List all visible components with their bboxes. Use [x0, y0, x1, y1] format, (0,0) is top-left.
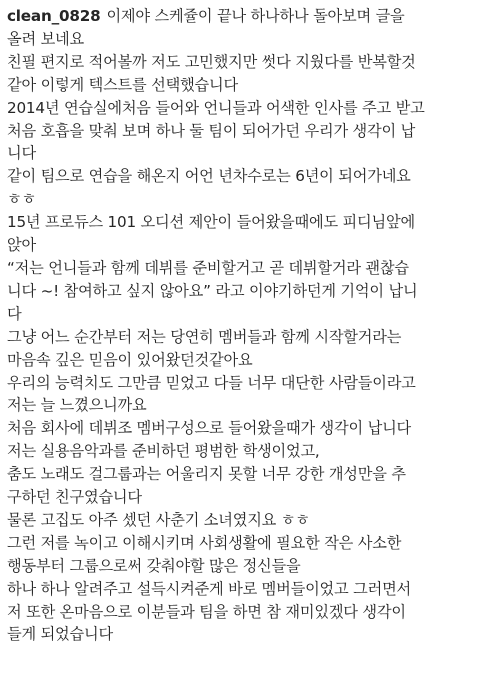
caption-line: 처음 호흡을 맞춰 보며 하나 둘 팀이 되어가던 우리가 생각이 납: [7, 121, 416, 140]
username-link[interactable]: clean_0828: [7, 7, 101, 25]
caption-line: 같아 이렇게 텍스트를 선택했습니다: [7, 75, 238, 94]
caption-line: ㅎㅎ: [7, 190, 36, 209]
caption-line-first: [7, 5, 475, 28]
caption-line: 우리의 능력치도 그만큼 믿었고 다들 너무 대단한 사람들이라고: [7, 373, 416, 392]
caption-line: “저는 언니들과 함께 데뷔를 준비할거고 곧 데뷔할거라 괜찮습: [7, 258, 409, 277]
caption-line: 앉아: [7, 236, 36, 255]
caption-line: 니다 ~! 참여하고 싶지 않아요” 라고 이야기하던게 기억이 납니: [7, 281, 418, 300]
caption-line: 올려 보네요: [7, 29, 84, 48]
caption-line: 다: [7, 304, 22, 323]
caption-line: 구하던 친구였습니다: [7, 488, 142, 507]
post-caption: [7, 5, 475, 646]
caption-line: 15년 프로듀스 101 오디션 제안이 들어왔을때에도 피디님앞에: [7, 213, 415, 232]
caption-line: 2014년 연습실에처음 들어와 언니들과 어색한 인사를 주고 받고: [7, 98, 425, 117]
caption-line: 처음 회사에 데뷔조 멤버구성으로 들어왔을때가 생각이 납니다: [7, 419, 412, 438]
caption-line: 물론 고집도 아주 셌던 사춘기 소녀였지요 ㅎㅎ: [7, 510, 310, 529]
caption-line: 행동부터 그룹으로써 갖춰야할 많은 정신들을: [7, 556, 301, 575]
caption-line: 저는 늘 느꼈으니까요: [7, 396, 147, 415]
caption-line: 춤도 노래도 걸그룹과는 어울리지 못할 너무 강한 개성만을 추: [7, 465, 406, 484]
caption-line: 저는 실용음악과를 준비하던 평범한 학생이었고,: [7, 442, 320, 461]
caption-line: 들게 되었습니다: [7, 625, 113, 644]
caption-line: 그냥 어느 순간부터 저는 당연히 멤버들과 함께 시작할거라는: [7, 327, 402, 346]
caption-line: 니다: [7, 144, 36, 163]
caption-line: 같이 팀으로 연습을 해온지 어언 년차수로는 6년이 되어가네요: [7, 167, 411, 186]
caption-line: 마음속 깊은 믿음이 있어왔던것같아요: [7, 350, 253, 369]
caption-text: 이제야 스케쥴이 끝나 하나하나 돌아보며 글을: [106, 7, 405, 25]
caption-line: 저 또한 온마음으로 이분들과 팀을 하면 참 재미있겠다 생각이: [7, 602, 406, 621]
caption-line: 하나 하나 알려주고 설득시켜준게 바로 멤버들이었고 그러면서: [7, 579, 412, 598]
caption-line: 친필 편지로 적어볼까 저도 고민했지만 썻다 지웠다를 반복할것: [7, 52, 416, 71]
caption-line: 그런 저를 녹이고 이해시키며 사회생활에 필요한 작은 사소한: [7, 533, 402, 552]
